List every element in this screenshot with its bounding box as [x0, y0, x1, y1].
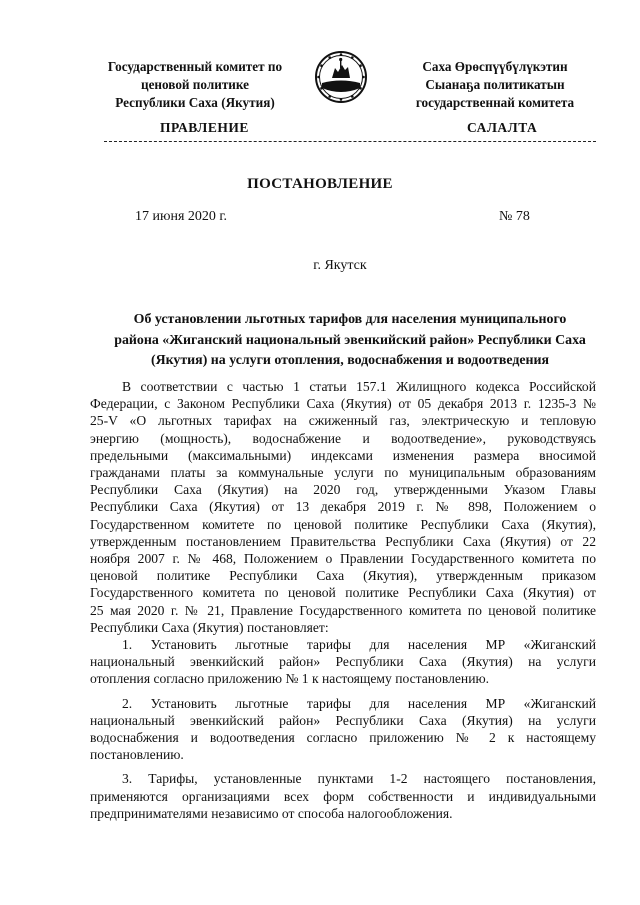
text-line: Республики Саха (Якутия) постановляет:: [90, 619, 329, 635]
header-right-line: Сыанаҕа политикатын: [425, 77, 565, 92]
header-right-line: Саха Өрөспүүбүлүкэтин: [422, 59, 568, 74]
text-line: 25 мая 2020 г. № 21, Правление Государственного комитета по ценовой политике: [90, 602, 596, 618]
text-line: отопления согласно приложению № 1 к настоящему постановлению.: [90, 671, 490, 687]
header-left-org: [80, 58, 310, 112]
list-item: [90, 695, 596, 764]
header-left-line: ценовой политике: [140, 77, 250, 92]
header-right-subtitle: САЛАЛТА: [467, 120, 538, 135]
text-line: предельными (максимальными) индексами изменения размера вносимой: [90, 447, 596, 463]
document-body: [90, 378, 596, 822]
header-left-subtitle: ПРАВЛЕНИЕ: [160, 120, 249, 135]
text-line: энергию (мощность), водоснабжение и водоотведение», руководствуясь: [90, 430, 596, 446]
list-item: [90, 770, 596, 822]
preamble-paragraph: [90, 378, 596, 636]
text-line: Государственного комитета по ценовой политике Республики Саха (Якутия) от: [90, 585, 596, 601]
title-line: района «Жиганский национальный эвенкийский район» Республики Саха: [114, 332, 586, 348]
header-left-line: Республики Саха (Якутия): [115, 95, 275, 110]
text-line: Государственном комитете по ценовой политике Республики Саха (Якутия),: [90, 516, 596, 532]
text-line: ценовой политике Республики Саха (Якутия), утвержденным приказом: [90, 568, 596, 584]
document-type: ПОСТАНОВЛЕНИЕ: [247, 176, 393, 192]
document-number: № 78: [499, 209, 530, 224]
text-line: Республики Саха (Якутия) от 13 декабря 2019 г. № 898, Положением о: [90, 499, 596, 515]
text-line: 25-V «О льготных тарифах на сжиженный газ, электрическую и тепловую: [90, 413, 596, 429]
text-line: 3. Тарифы, установленные пунктами 1-2 настоящего постановления,: [122, 771, 596, 787]
text-line: 2. Установить льготные тарифы для населения МР «Жиганский: [122, 695, 596, 711]
text-line: Республики Саха (Якутия) на 2020 год, утвержденными Указом Главы: [90, 482, 596, 498]
text-line: национальный эвенкийский район» Республики Саха (Якутия) на услуги: [90, 712, 596, 728]
text-line: утвержденным постановлением Правительства Республики Саха (Якутия) от 22: [90, 533, 596, 549]
text-line: ноября 2007 г. № 468, Положением о Правлении Государственного комитета по: [90, 551, 596, 567]
text-line: гражданами платы за коммунальные услуги по муниципальным образованиям: [90, 465, 596, 481]
text-line: постановлению.: [90, 747, 184, 763]
list-item: [90, 636, 596, 688]
text-line: водоснабжения и водоотведения согласно приложению № 2 к настоящему: [90, 730, 596, 746]
header-left-line: Государственный комитет по: [107, 59, 283, 74]
header-right-org: [380, 58, 610, 112]
document-city: г. Якутск: [313, 258, 367, 273]
text-line: В соответствии с частью 1 статьи 157.1 Жилищного кодекса Российской: [122, 379, 596, 394]
document-date: 17 июня 2020 г.: [135, 209, 228, 224]
document-title: [105, 310, 595, 372]
title-line: Об установлении льготных тарифов для населения муниципального: [133, 312, 567, 327]
text-line: национальный эвенкийский район» Республики Саха (Якутия) на услуги: [90, 654, 596, 670]
text-line: предпринимателями независимо от способа налогообложения.: [90, 805, 453, 821]
text-line: 1. Установить льготные тарифы для населения МР «Жиганский: [122, 637, 596, 653]
text-line: применяются организациями всех форм собственности и индивидуальными: [90, 788, 596, 804]
header-right-line: государственнай комитета: [415, 95, 575, 110]
coat-of-arms-icon: [314, 50, 368, 104]
title-line: (Якутия) на услуги отопления, водоснабжения и водоотведения: [150, 353, 550, 368]
header-divider: [104, 141, 596, 142]
text-line: Федерации, с Законом Республики Саха (Якутия) от 05 декабря 2013 г. 1235-3 №: [90, 396, 596, 412]
